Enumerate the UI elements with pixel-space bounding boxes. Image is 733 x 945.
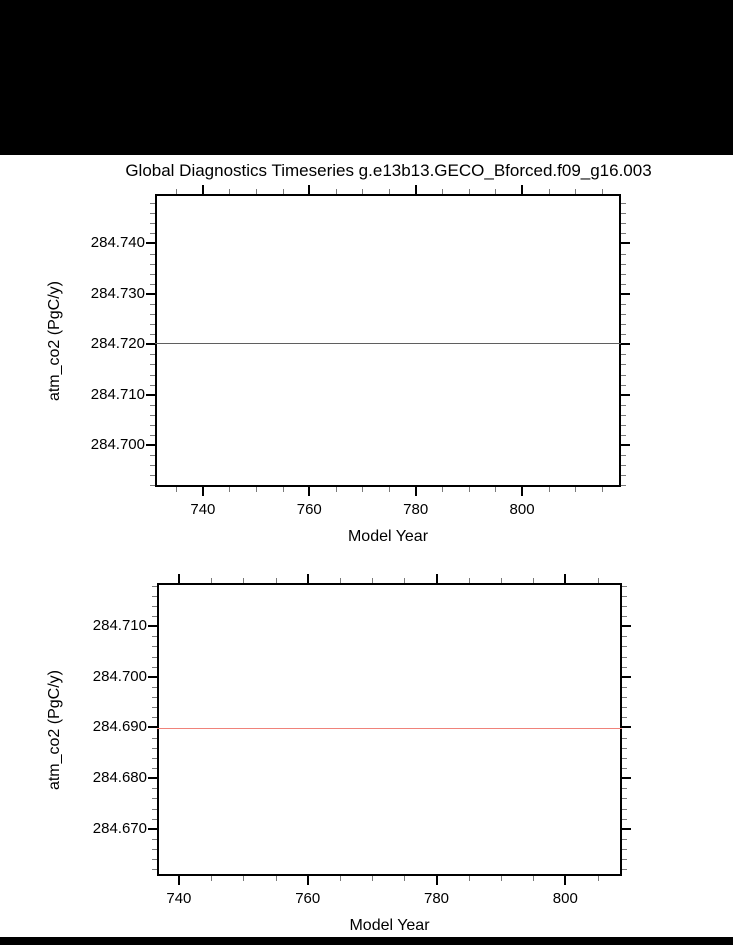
x-major-tick: [307, 574, 309, 583]
x-minor-tick: [602, 487, 603, 492]
y-minor-tick: [621, 465, 626, 466]
y-minor-tick: [150, 274, 155, 275]
y-minor-tick: [622, 646, 627, 647]
y-major-tick: [622, 777, 631, 779]
y-minor-tick: [152, 657, 157, 658]
x-minor-tick: [469, 189, 470, 194]
y-minor-tick: [150, 364, 155, 365]
x-minor-tick: [276, 578, 277, 583]
y-minor-tick: [152, 758, 157, 759]
x-minor-tick: [336, 189, 337, 194]
y-minor-tick: [152, 596, 157, 597]
y-minor-tick: [150, 405, 155, 406]
y-minor-tick: [621, 274, 626, 275]
y-tick-label: 284.670: [92, 819, 147, 837]
x-minor-tick: [340, 876, 341, 881]
x-minor-tick: [229, 487, 230, 492]
y-minor-tick: [150, 385, 155, 386]
x-minor-tick: [372, 578, 373, 583]
x-minor-tick: [469, 578, 470, 583]
x-tick-label: 780: [423, 890, 450, 907]
x-minor-tick: [598, 578, 599, 583]
y-minor-tick: [622, 596, 627, 597]
x-minor-tick: [442, 487, 443, 492]
x-major-tick: [202, 185, 204, 194]
y-minor-tick: [622, 738, 627, 739]
y-minor-tick: [152, 859, 157, 860]
y-minor-tick: [622, 707, 627, 708]
y-major-tick: [148, 625, 157, 627]
x-minor-tick: [283, 487, 284, 492]
y-major-tick: [621, 242, 630, 244]
x-major-tick: [308, 487, 310, 496]
x-minor-tick: [404, 876, 405, 881]
y-minor-tick: [152, 768, 157, 769]
y-minor-tick: [150, 284, 155, 285]
x-major-tick: [308, 185, 310, 194]
y-minor-tick: [621, 203, 626, 204]
x-minor-tick: [176, 189, 177, 194]
series-line: [155, 343, 621, 345]
y-minor-tick: [622, 657, 627, 658]
y-minor-tick: [621, 314, 626, 315]
page-title: Global Diagnostics Timeseries g.e13b13.GECO_Bforced.f09_g16.003: [125, 161, 652, 180]
y-minor-tick: [621, 425, 626, 426]
y-tick-label: 284.700: [90, 436, 145, 454]
x-minor-tick: [442, 189, 443, 194]
y-minor-tick: [622, 869, 627, 870]
y-minor-tick: [622, 788, 627, 789]
y-minor-tick: [150, 485, 155, 486]
x-minor-tick: [469, 487, 470, 492]
x-tick-label: 760: [296, 501, 322, 518]
y-tick-label: 284.720: [90, 335, 145, 353]
y-major-tick: [622, 828, 631, 830]
x-major-tick: [521, 487, 523, 496]
series-line: [157, 728, 622, 730]
y-minor-tick: [150, 425, 155, 426]
y-minor-tick: [622, 616, 627, 617]
y-minor-tick: [150, 264, 155, 265]
y-major-tick: [146, 293, 155, 295]
y-major-tick: [621, 444, 630, 446]
x-major-tick: [564, 876, 566, 885]
x-major-tick: [202, 487, 204, 496]
y-minor-tick: [152, 667, 157, 668]
y-minor-tick: [622, 819, 627, 820]
x-minor-tick: [276, 876, 277, 881]
x-minor-tick: [256, 487, 257, 492]
x-major-tick: [436, 574, 438, 583]
y-minor-tick: [622, 839, 627, 840]
y-tick-label: 284.740: [90, 234, 145, 252]
y-minor-tick: [150, 254, 155, 255]
y-minor-tick: [150, 203, 155, 204]
y-minor-tick: [621, 324, 626, 325]
y-minor-tick: [152, 809, 157, 810]
y-minor-tick: [622, 606, 627, 607]
y-tick-label: 284.700: [92, 667, 147, 685]
y-minor-tick: [622, 717, 627, 718]
y-major-tick: [146, 343, 155, 345]
y-minor-tick: [621, 455, 626, 456]
x-minor-tick: [495, 487, 496, 492]
x-minor-tick: [372, 876, 373, 881]
y-major-tick: [621, 293, 630, 295]
y-tick-label: 284.680: [92, 769, 147, 787]
y-minor-tick: [621, 264, 626, 265]
x-minor-tick: [495, 189, 496, 194]
y-minor-tick: [150, 475, 155, 476]
y-tick-label: 284.710: [90, 385, 145, 403]
x-tick-label: 740: [166, 890, 192, 907]
x-major-tick: [178, 574, 180, 583]
x-minor-tick: [211, 876, 212, 881]
x-minor-tick: [389, 487, 390, 492]
y-minor-tick: [152, 839, 157, 840]
x-minor-tick: [469, 876, 470, 881]
y-minor-tick: [152, 687, 157, 688]
y-minor-tick: [152, 606, 157, 607]
y-minor-tick: [621, 354, 626, 355]
y-major-tick: [148, 777, 157, 779]
x-tick-label: 740: [190, 501, 216, 518]
x-tick-label: 780: [403, 501, 429, 518]
y-minor-tick: [152, 697, 157, 698]
x-tick-label: 800: [552, 890, 578, 907]
y-minor-tick: [622, 809, 627, 810]
x-minor-tick: [336, 487, 337, 492]
bottom-black-bar: [0, 937, 733, 945]
y-minor-tick: [621, 415, 626, 416]
x-minor-tick: [229, 189, 230, 194]
y-minor-tick: [150, 465, 155, 466]
x-major-tick: [415, 487, 417, 496]
x-major-tick: [436, 876, 438, 885]
x-minor-tick: [256, 189, 257, 194]
y-minor-tick: [150, 324, 155, 325]
y-major-tick: [146, 242, 155, 244]
y-major-tick: [148, 676, 157, 678]
x-major-tick: [415, 185, 417, 194]
y-minor-tick: [150, 354, 155, 355]
x-minor-tick: [501, 876, 502, 881]
x-minor-tick: [575, 189, 576, 194]
x-minor-tick: [575, 487, 576, 492]
y-tick-label: 284.730: [90, 284, 145, 302]
y-axis-label: atm_co2 (PgC/y): [46, 669, 63, 790]
y-minor-tick: [621, 233, 626, 234]
x-minor-tick: [362, 189, 363, 194]
y-minor-tick: [621, 435, 626, 436]
x-axis-label: Model Year: [347, 528, 429, 545]
y-minor-tick: [150, 435, 155, 436]
y-minor-tick: [152, 849, 157, 850]
x-minor-tick: [340, 578, 341, 583]
y-minor-tick: [152, 646, 157, 647]
y-minor-tick: [622, 768, 627, 769]
y-minor-tick: [621, 223, 626, 224]
x-minor-tick: [533, 578, 534, 583]
y-minor-tick: [621, 364, 626, 365]
x-minor-tick: [602, 189, 603, 194]
y-major-tick: [621, 394, 630, 396]
x-minor-tick: [211, 578, 212, 583]
y-major-tick: [146, 394, 155, 396]
y-major-tick: [146, 444, 155, 446]
y-minor-tick: [150, 233, 155, 234]
y-minor-tick: [621, 375, 626, 376]
x-major-tick: [307, 876, 309, 885]
y-minor-tick: [622, 758, 627, 759]
y-minor-tick: [150, 314, 155, 315]
x-major-tick: [564, 574, 566, 583]
y-minor-tick: [622, 798, 627, 799]
y-major-tick: [622, 726, 631, 728]
x-major-tick: [178, 876, 180, 885]
y-minor-tick: [152, 636, 157, 637]
y-major-tick: [622, 676, 631, 678]
x-axis-label: Model Year: [349, 917, 430, 934]
plot-frame: [155, 194, 621, 487]
y-minor-tick: [622, 687, 627, 688]
x-minor-tick: [176, 487, 177, 492]
y-minor-tick: [152, 586, 157, 587]
y-minor-tick: [152, 717, 157, 718]
x-minor-tick: [389, 189, 390, 194]
y-minor-tick: [621, 385, 626, 386]
x-minor-tick: [404, 578, 405, 583]
y-minor-tick: [622, 859, 627, 860]
top-black-bar: [0, 0, 733, 155]
y-minor-tick: [622, 636, 627, 637]
y-major-tick: [148, 726, 157, 728]
y-major-tick: [148, 828, 157, 830]
y-minor-tick: [150, 304, 155, 305]
y-minor-tick: [152, 798, 157, 799]
y-minor-tick: [621, 485, 626, 486]
y-minor-tick: [621, 284, 626, 285]
y-minor-tick: [621, 304, 626, 305]
x-major-tick: [521, 185, 523, 194]
plot-frame: [157, 583, 622, 876]
y-minor-tick: [621, 475, 626, 476]
y-axis-label: atm_co2 (PgC/y): [46, 280, 63, 401]
y-minor-tick: [621, 254, 626, 255]
y-minor-tick: [150, 375, 155, 376]
x-minor-tick: [549, 487, 550, 492]
x-minor-tick: [549, 189, 550, 194]
x-tick-label: 800: [509, 501, 535, 518]
y-minor-tick: [150, 223, 155, 224]
y-minor-tick: [150, 415, 155, 416]
y-tick-label: 284.710: [92, 617, 147, 635]
x-minor-tick: [501, 578, 502, 583]
y-minor-tick: [152, 819, 157, 820]
y-minor-tick: [622, 849, 627, 850]
y-minor-tick: [622, 748, 627, 749]
y-minor-tick: [152, 869, 157, 870]
x-minor-tick: [243, 876, 244, 881]
y-minor-tick: [152, 616, 157, 617]
y-minor-tick: [621, 405, 626, 406]
y-minor-tick: [150, 455, 155, 456]
y-minor-tick: [152, 738, 157, 739]
y-minor-tick: [150, 334, 155, 335]
y-major-tick: [621, 343, 630, 345]
x-minor-tick: [243, 578, 244, 583]
y-minor-tick: [152, 788, 157, 789]
y-minor-tick: [621, 334, 626, 335]
x-minor-tick: [533, 876, 534, 881]
x-minor-tick: [598, 876, 599, 881]
x-minor-tick: [362, 487, 363, 492]
y-minor-tick: [621, 213, 626, 214]
x-tick-label: 760: [295, 890, 321, 907]
y-minor-tick: [150, 213, 155, 214]
y-major-tick: [622, 625, 631, 627]
y-minor-tick: [622, 586, 627, 587]
y-minor-tick: [622, 697, 627, 698]
y-tick-label: 284.690: [92, 718, 147, 736]
y-minor-tick: [622, 667, 627, 668]
y-minor-tick: [152, 748, 157, 749]
x-minor-tick: [283, 189, 284, 194]
y-minor-tick: [152, 707, 157, 708]
